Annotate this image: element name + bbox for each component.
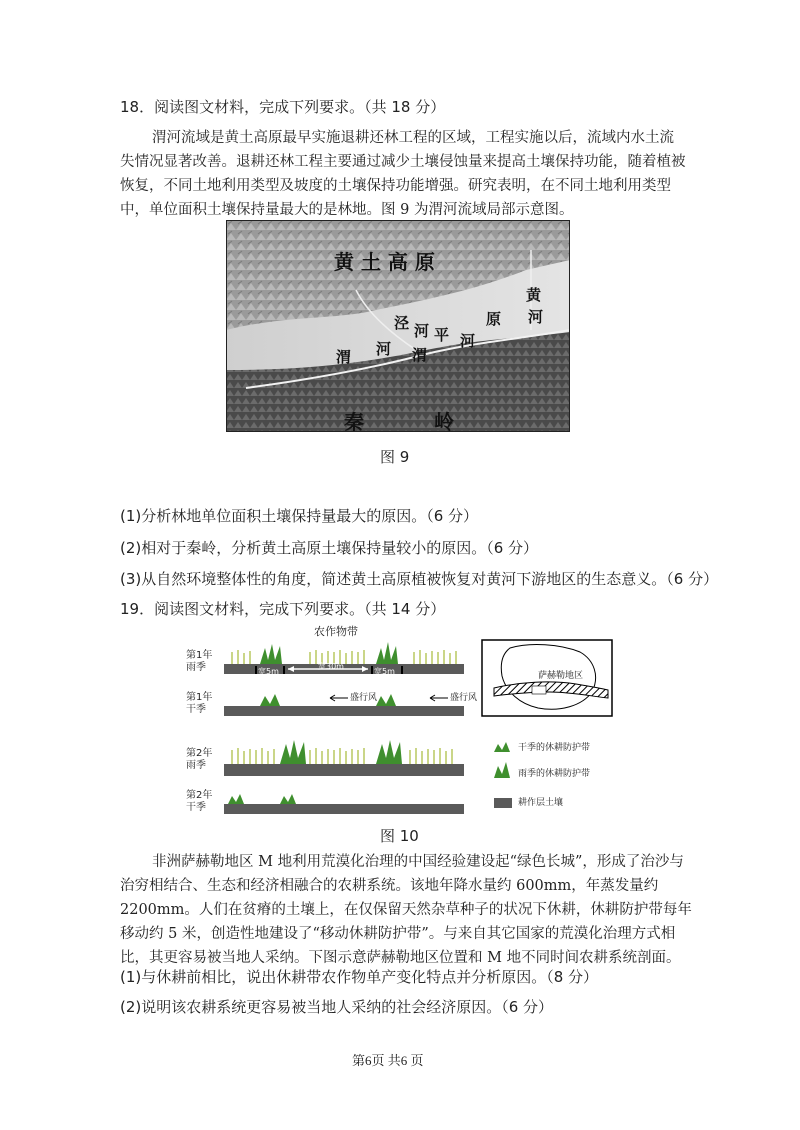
label-he-right: 河 — [528, 308, 544, 326]
q18-sub-3: (3)从自然环境整体性的角度，简述黄土高原植被恢复对黄河下游地区的生态意义。（6 分） — [120, 570, 719, 588]
q19-sub-1: (1)与休耕前相比，说出休耕带农作物单产变化特点并分析原因。（8 分） — [120, 968, 599, 986]
wind-left: 盛行风 — [350, 693, 378, 703]
row-label-4 — [186, 790, 212, 814]
q19-line: 比，其更容易被当地人采纳。下图示意萨赫勒地区位置和 M 地不同时间农耕系统剖面。 — [120, 950, 681, 966]
legend-dry: 干季的休耕防护带 — [518, 743, 591, 753]
row-label-1-line2: 雨季 — [186, 662, 206, 673]
width-left: 宽5m — [258, 667, 279, 676]
label-he-ping: 河 — [460, 332, 476, 350]
row-label-3-line2: 雨季 — [186, 760, 206, 771]
q18-heading: 18．阅读图文材料，完成下列要求。（共 18 分） — [120, 98, 446, 116]
row-label-2 — [186, 692, 212, 716]
page-footer: 第6页 共6 页 — [352, 1053, 424, 1068]
sahel-label: 萨赫勒地区 — [538, 671, 584, 681]
width-right: 宽5m — [374, 667, 395, 676]
figure-10-caption: 图 10 — [380, 827, 419, 845]
width-mid: 宽30m — [318, 662, 344, 671]
label-wei: 渭 — [336, 348, 352, 366]
label-wei2: 渭 — [412, 346, 428, 364]
q19-paragraph — [120, 850, 700, 970]
q18-line: 恢复，不同土地利用类型及坡度的土壤保持功能增强。研究表明，在不同土地利用类型 — [120, 178, 671, 194]
label-huang: 黄 — [526, 286, 542, 304]
label-loess-plateau: 黄 土 高 原 — [334, 250, 435, 274]
row-label-3 — [186, 748, 212, 772]
wei-river-map — [226, 220, 570, 432]
row-label-2-line2: 干季 — [186, 704, 206, 715]
q19-heading: 19．阅读图文材料，完成下列要求。（共 14 分） — [120, 600, 446, 618]
label-qin: 秦 — [344, 410, 364, 434]
row-label-1-line1: 第1年 — [186, 650, 213, 661]
wind-right: 盛行风 — [450, 693, 478, 703]
row-label-4-line2: 干季 — [186, 802, 206, 813]
q18-line: 失情况显著改善。退耕还林工程主要通过减少土壤侵蚀量来提高土壤保持功能，随着植被 — [120, 154, 686, 170]
label-ping: 平 — [434, 326, 450, 344]
row-label-2-line1: 第1年 — [186, 692, 213, 703]
legend-soil: 耕作层土壤 — [518, 798, 564, 808]
farming-system-diagram — [180, 626, 640, 822]
label-he-jing: 河 — [414, 322, 430, 340]
q18-line: 渭河流域是黄土高原最早实施退耕还林工程的区域，工程实施以后，流域内水土流 — [152, 130, 674, 146]
q19-line: 非洲萨赫勒地区 M 地利用荒漠化治理的中国经验建设起“绿色长城”，形成了治沙与 — [152, 854, 684, 870]
label-jing: 泾 — [394, 314, 410, 332]
row-label-4-line1: 第2年 — [186, 790, 213, 801]
q18-paragraph — [120, 126, 700, 222]
label-ling: 岭 — [434, 410, 454, 434]
q19-line: 治穷相结合、生态和经济相融合的农耕系统。该地年降水量约 600mm，年蒸发量约 — [120, 878, 659, 894]
diagram-drawing — [180, 626, 640, 822]
label-yuan: 原 — [486, 310, 502, 328]
q19-line: 2200mm。人们在贫瘠的土壤上，在仅保留天然杂草种子的状况下休耕，休耕防护带每年 — [120, 902, 692, 918]
label-crop-belt: 农作物带 — [314, 625, 358, 638]
q18-sub-2: (2)相对于秦岭，分析黄土高原土壤保持量较小的原因。（6 分） — [120, 539, 539, 557]
legend-rainy: 雨季的休耕防护带 — [518, 769, 591, 779]
q19-sub-2: (2)说明该农耕系统更容易被当地人采纳的社会经济原因。（6 分） — [120, 998, 554, 1016]
label-he-wei: 河 — [376, 340, 392, 358]
q19-line: 移动约 5 米，创造性地建设了“移动休耕防护带”。与来自其它国家的荒漠化治理方式相 — [120, 926, 676, 942]
row-label-3-line1: 第2年 — [186, 748, 213, 759]
q18-line: 中，单位面积土壤保持量最大的是林地。图 9 为渭河流域局部示意图。 — [120, 202, 574, 218]
q18-sub-1: (1)分析林地单位面积土壤保持量最大的原因。（6 分） — [120, 507, 479, 525]
figure-9-caption: 图 9 — [380, 448, 410, 466]
row-label-1 — [186, 650, 212, 674]
